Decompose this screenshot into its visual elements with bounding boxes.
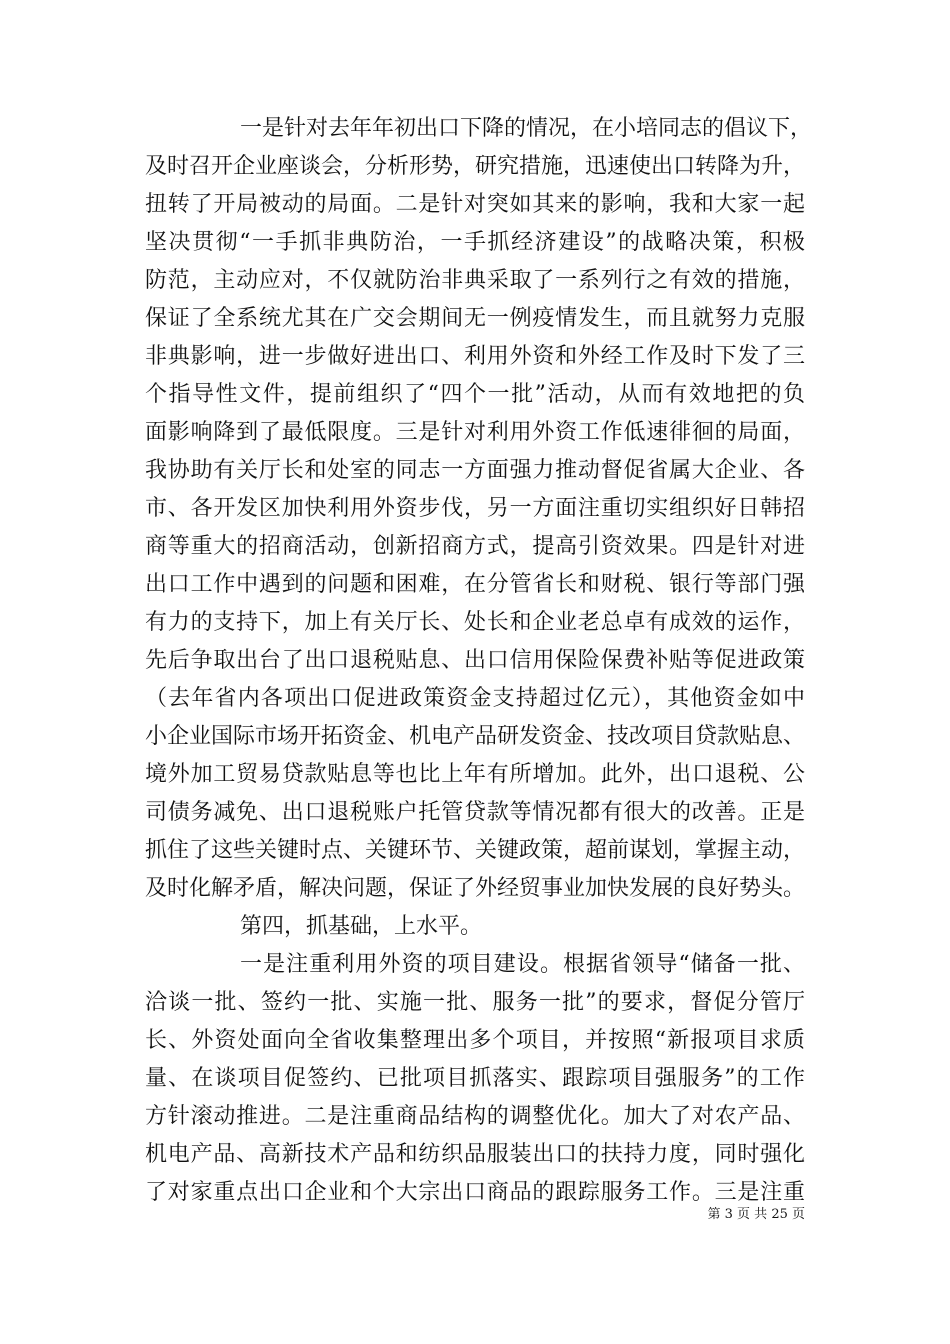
text-line-15: 先后争取出台了出口退税贴息、出口信用保险保费补贴等促进政策: [145, 648, 805, 673]
text-line-3: 扭转了开局被动的局面。二是针对突如其来的影响，我和大家一起: [145, 192, 805, 217]
text-line-13: 出口工作中遇到的问题和困难，在分管省长和财税、银行等部门强: [145, 572, 805, 597]
section-heading: 第四，抓基础，上水平。: [240, 914, 483, 939]
text-line-25: 长、外资处面向全省收集整理出多个项目，并按照“新报项目求质: [145, 1028, 805, 1053]
text-line-2: 及时召开企业座谈会，分析形势，研究措施，迅速使出口转降为升，: [145, 154, 806, 179]
text-line-19: 司债务减免、出口退税账户托管贷款等情况都有很大的改善。正是: [145, 800, 805, 825]
text-line-20: 抓住了这些关键时点、关键环节、关键政策，超前谋划，掌握主动，: [145, 838, 806, 863]
text-line-28: 机电产品、高新技术产品和纺织品服装出口的扶持力度，同时强化: [145, 1142, 805, 1167]
text-line-4: 坚决贯彻“一手抓非典防治，一手抓经济建设”的战略决策，积极: [145, 230, 805, 255]
text-line-18: 境外加工贸易贷款贴息等也比上年有所增加。此外，出口退税、公: [145, 762, 805, 787]
text-line-12: 商等重大的招商活动，创新招商方式，提高引资效果。四是针对进: [145, 534, 805, 559]
text-line-23: 一是注重利用外资的项目建设。根据省领导“储备一批、: [240, 952, 805, 977]
text-line-16: （去年省内各项出口促进政策资金支持超过亿元），其他资金如中: [145, 686, 805, 711]
text-line-29: 了对家重点出口企业和个大宗出口商品的跟踪服务工作。三是注重: [145, 1180, 805, 1205]
text-line-1: 一是针对去年年初出口下降的情况，在小培同志的倡议下，: [240, 116, 813, 141]
text-line-17: 小企业国际市场开拓资金、机电产品研发资金、技改项目贷款贴息、: [145, 724, 806, 749]
text-line-9: 面影响降到了最低限度。三是针对利用外资工作低速徘徊的局面，: [145, 420, 805, 445]
text-line-26: 量、在谈项目促签约、已批项目抓落实、跟踪项目强服务”的工作: [145, 1066, 805, 1091]
text-line-8: 个指导性文件，提前组织了“四个一批”活动，从而有效地把的负: [145, 382, 805, 407]
text-line-5: 防范，主动应对，不仅就防治非典采取了一系列行之有效的措施，: [145, 268, 805, 293]
text-line-27: 方针滚动推进。二是注重商品结构的调整优化。加大了对农产品、: [145, 1104, 805, 1129]
text-line-11: 市、各开发区加快利用外资步伐，另一方面注重切实组织好日韩招: [145, 496, 805, 521]
text-line-10: 我协助有关厅长和处室的同志一方面强力推动督促省属大企业、各: [145, 458, 805, 483]
text-line-7: 非典影响，进一步做好进出口、利用外资和外经工作及时下发了三: [145, 344, 805, 369]
text-line-6: 保证了全系统尤其在广交会期间无一例疫情发生，而且就努力克服: [145, 306, 805, 331]
text-line-24: 洽谈一批、签约一批、实施一批、服务一批”的要求，督促分管厅: [145, 990, 805, 1015]
page-number: 第 3 页 共 25 页: [707, 1207, 805, 1222]
text-line-21: 及时化解矛盾，解决问题，保证了外经贸事业加快发展的良好势头。: [145, 876, 806, 901]
text-line-14: 有力的支持下，加上有关厅长、处长和企业老总卓有成效的运作，: [145, 610, 805, 635]
